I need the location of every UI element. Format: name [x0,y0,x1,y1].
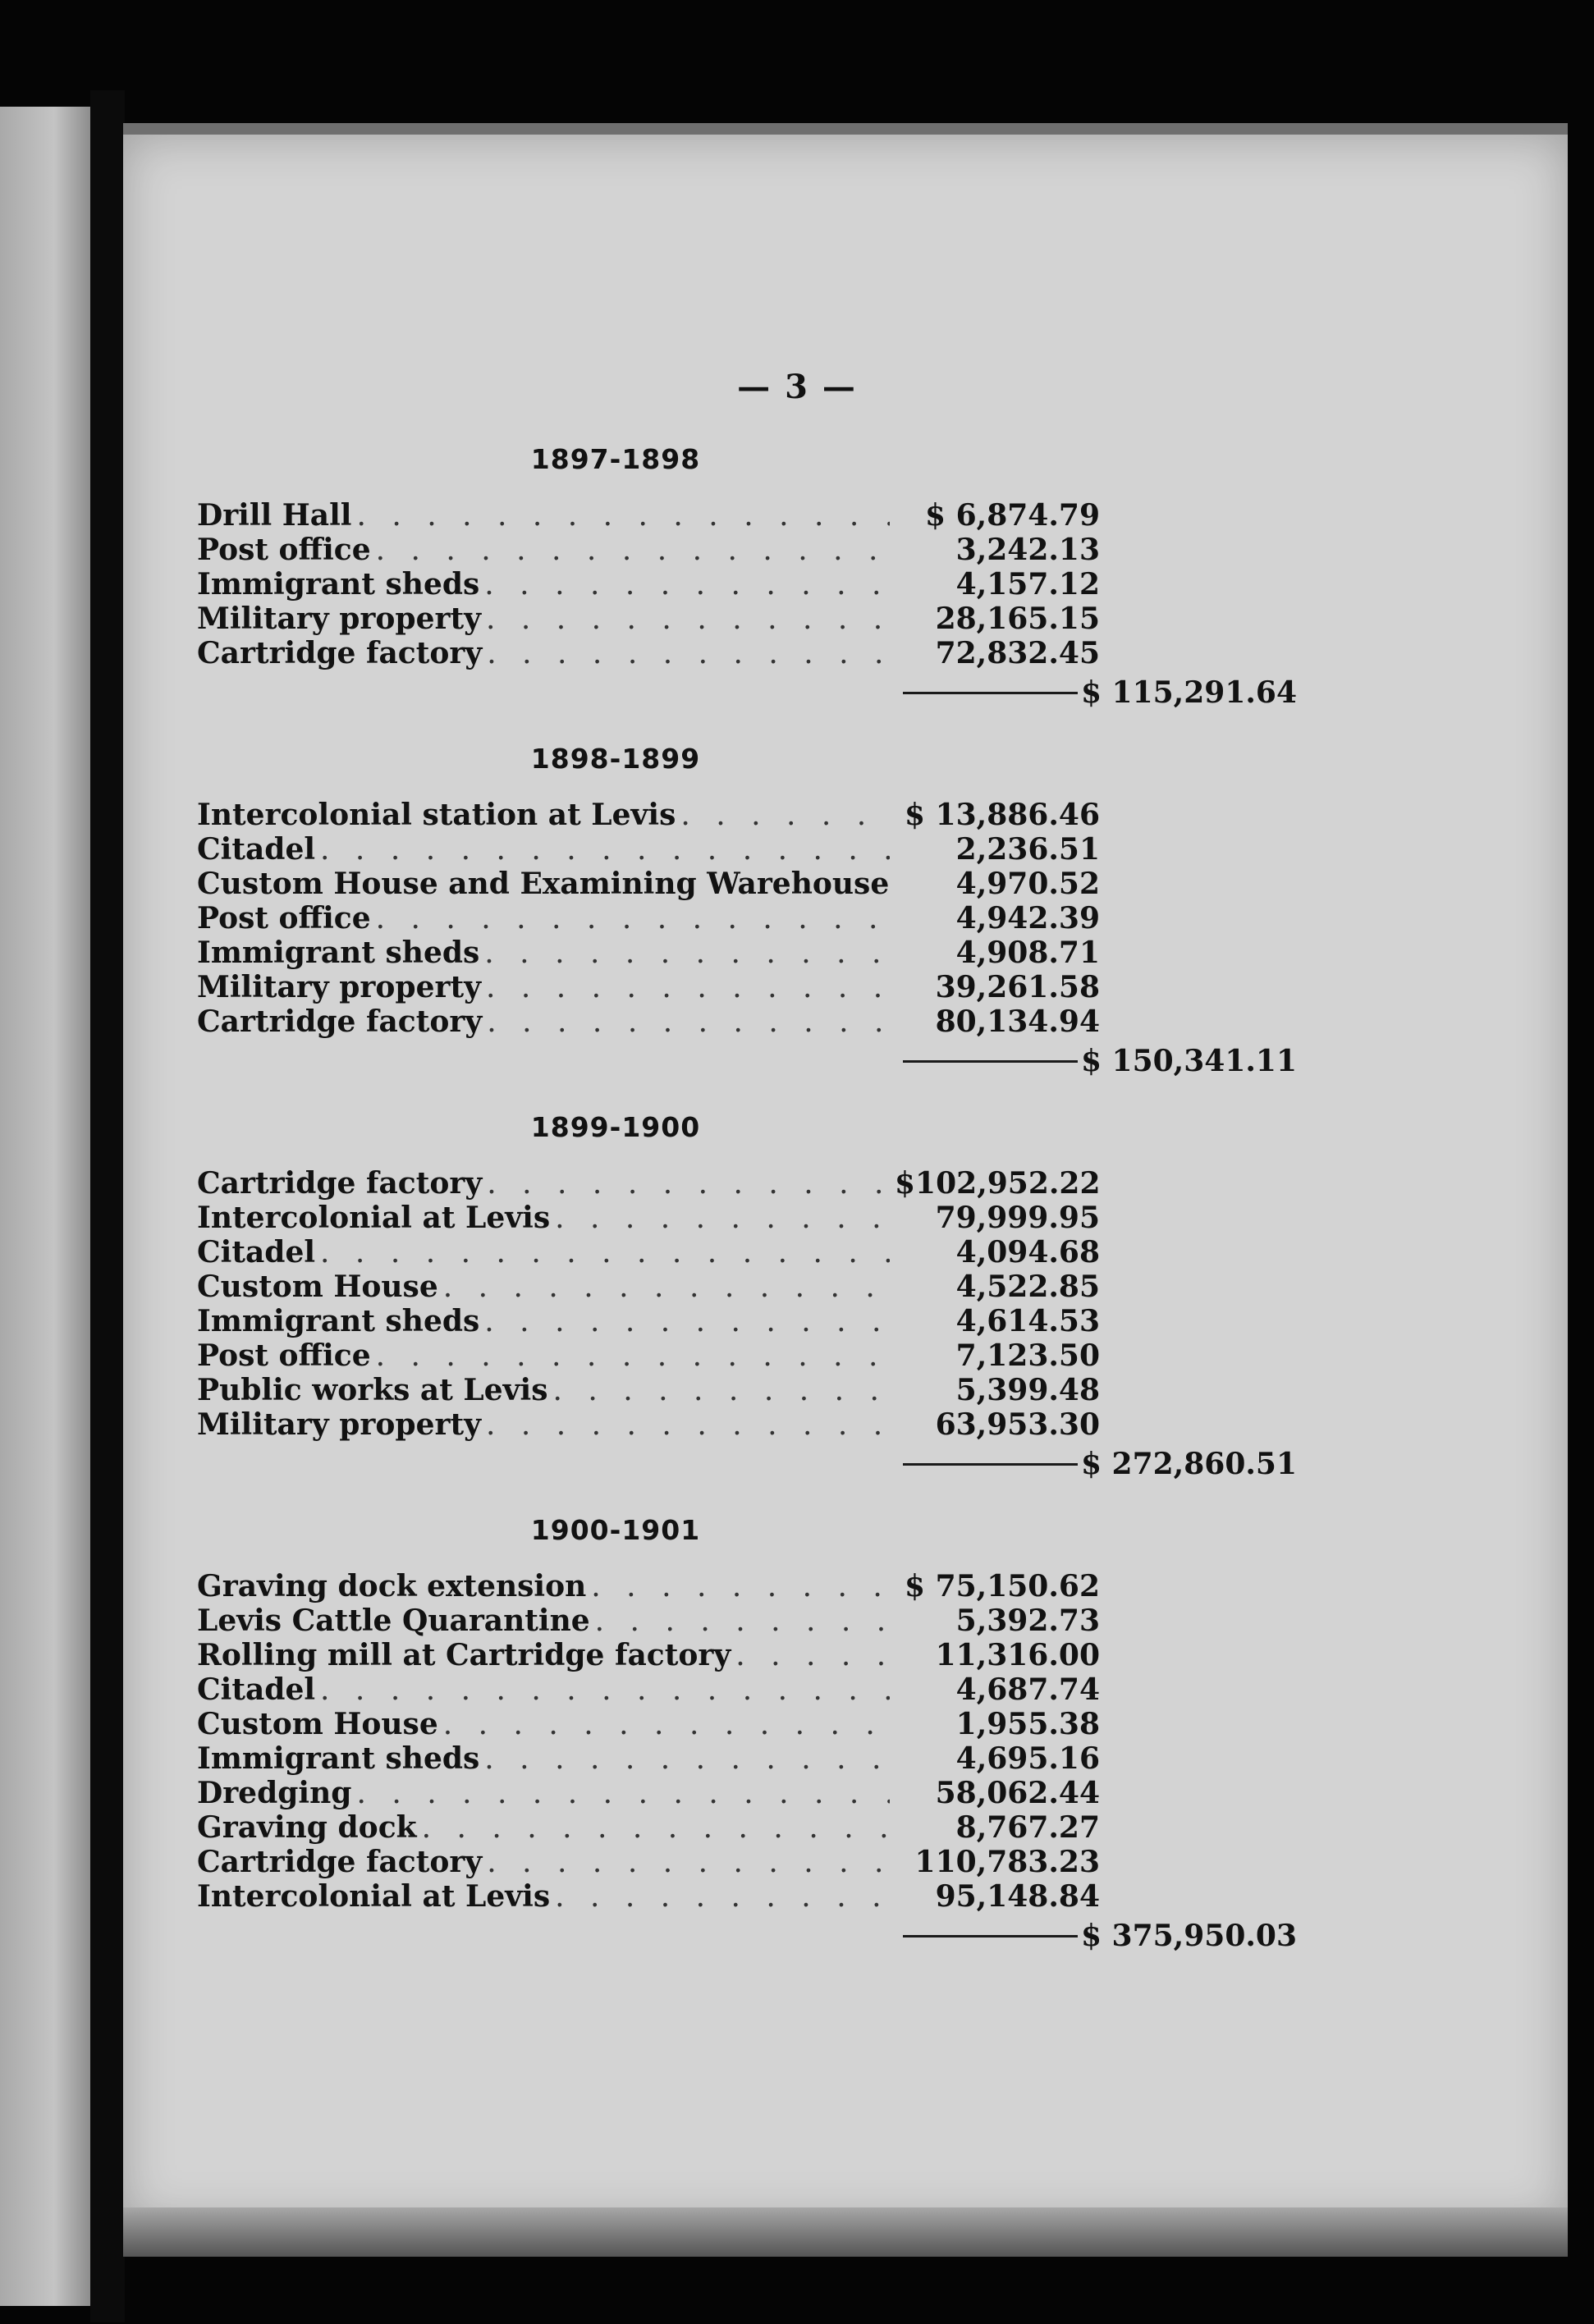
item-label: Post office [197,1338,371,1373]
list-item [197,1810,1100,1845]
dot-leader [680,798,890,833]
item-label: Citadel [197,832,316,867]
item-amount: 4,970.52 [955,867,1100,901]
item-label: Intercolonial at Levis [197,1879,551,1914]
dot-leader [484,1742,890,1777]
page-bottom-edge [123,2207,1568,2257]
item-amount: 63,953.30 [935,1407,1100,1442]
item-label: Immigrant sheds [197,1304,480,1338]
list-item [197,832,1100,867]
item-label: Rolling mill at Cartridge factory [197,1638,731,1672]
section-total [197,1917,1297,1955]
list-item [197,1270,1100,1304]
list-item [197,533,1100,567]
section-total [197,674,1297,711]
list-item [197,1004,1100,1039]
dot-leader [486,1408,890,1443]
item-label: Drill Hall [197,498,352,533]
list-item [197,1638,1100,1672]
year-section [197,1514,1297,1955]
list-item [197,1407,1100,1442]
list-item [197,970,1100,1004]
list-item [197,1707,1100,1741]
item-label: Cartridge factory [197,1004,483,1039]
section-total [197,1042,1297,1080]
item-list [197,1569,1100,1914]
list-item [197,936,1100,970]
item-amount: 5,399.48 [955,1373,1100,1407]
total-rule [903,1935,1078,1937]
item-amount: 4,522.85 [955,1270,1100,1304]
item-amount: 4,687.74 [955,1672,1100,1707]
item-label: Levis Cattle Quarantine [197,1603,590,1638]
list-item [197,1741,1100,1776]
dot-leader [735,1639,890,1673]
list-item [197,498,1100,533]
item-amount: $102,952.22 [895,1166,1101,1201]
total-amount: $ 150,341.11 [1080,1044,1297,1078]
dot-leader [484,568,890,602]
dot-leader [591,1570,890,1604]
list-item [197,1166,1100,1201]
item-amount: 80,134.94 [935,1004,1100,1039]
list-item [197,567,1100,602]
year-heading: 1897-1898 [530,443,701,475]
dot-leader [484,1305,890,1339]
year-heading: 1900-1901 [530,1514,701,1546]
item-amount: 39,261.58 [935,970,1100,1004]
item-amount: 72,832.45 [935,636,1100,670]
item-amount: 5,392.73 [955,1603,1100,1638]
item-amount: 11,316.00 [935,1638,1100,1672]
item-label: Military property [197,602,481,636]
year-section [197,1111,1297,1483]
item-amount: 1,955.38 [955,1707,1100,1741]
dot-leader [486,602,890,637]
list-item [197,1569,1100,1603]
item-amount: 4,094.68 [955,1235,1100,1270]
total-rule [903,1060,1078,1063]
item-label: Immigrant sheds [197,936,480,970]
item-list [197,798,1100,1039]
list-item [197,1373,1100,1407]
total-amount: $ 375,950.03 [1080,1919,1297,1953]
dot-leader [376,1339,890,1374]
item-amount: 4,614.53 [955,1304,1100,1338]
list-item [197,1879,1100,1914]
dot-leader [555,1880,890,1915]
item-label: Post office [197,901,371,936]
item-label: Public works at Levis [197,1373,548,1407]
item-amount: $ 6,874.79 [925,498,1100,533]
item-label: Intercolonial station at Levis [197,798,676,832]
total-rule [903,692,1078,694]
dot-leader [555,1201,890,1236]
list-item [197,1201,1100,1235]
list-item [197,1776,1100,1810]
item-label: Immigrant sheds [197,567,480,602]
item-amount: 4,908.71 [955,936,1100,970]
dot-leader [376,902,890,936]
expenditure-listing [197,443,1297,1986]
year-section [197,743,1297,1080]
list-item [197,1304,1100,1338]
item-amount: 7,123.50 [955,1338,1100,1373]
page-number: — 3 — [737,368,857,406]
item-amount: 4,942.39 [955,901,1100,936]
total-rule [903,1463,1078,1466]
dot-leader [320,1673,890,1708]
dot-leader [356,1777,890,1811]
dot-leader [487,1846,890,1880]
dot-leader [356,499,890,533]
item-label: Citadel [197,1672,316,1707]
item-label: Immigrant sheds [197,1741,480,1776]
item-label: Custom House [197,1270,438,1304]
dot-leader [487,1005,890,1040]
total-amount: $ 272,860.51 [1080,1447,1297,1481]
item-label: Cartridge factory [197,1845,483,1879]
section-total [197,1445,1297,1483]
list-item [197,798,1100,832]
item-amount: 3,242.13 [955,533,1100,567]
item-label: Custom House [197,1707,438,1741]
adjacent-page-edge [0,107,90,2306]
list-item [197,1235,1100,1270]
dot-leader [487,637,890,671]
item-amount: 110,783.23 [914,1845,1100,1879]
dot-leader [320,1236,890,1270]
list-item [197,1845,1100,1879]
item-label: Custom House and Examining Warehouse [197,867,890,901]
dot-leader [422,1811,890,1846]
item-amount: 4,695.16 [955,1741,1100,1776]
list-item [197,867,1100,901]
dot-leader [484,936,890,971]
item-label: Graving dock extension [197,1569,587,1603]
dot-leader [486,971,890,1005]
item-amount: 58,062.44 [935,1776,1100,1810]
dot-leader [376,533,890,568]
dot-leader [553,1374,891,1408]
item-amount: 8,767.27 [955,1810,1100,1845]
item-label: Graving dock [197,1810,417,1845]
list-item [197,602,1100,636]
item-label: Cartridge factory [197,1166,483,1201]
list-item [197,1672,1100,1707]
year-heading: 1899-1900 [530,1111,701,1143]
dot-leader [595,1604,890,1639]
year-section [197,443,1297,711]
item-label: Dredging [197,1776,352,1810]
item-amount: 79,999.95 [935,1201,1100,1235]
dot-leader [320,833,890,867]
book-spine-shadow [90,90,125,2322]
item-label: Military property [197,970,481,1004]
year-heading: 1898-1899 [530,743,701,775]
item-label: Military property [197,1407,481,1442]
item-label: Post office [197,533,371,567]
total-amount: $ 115,291.64 [1080,675,1297,710]
item-label: Citadel [197,1235,316,1270]
item-list [197,1166,1100,1442]
item-amount: 2,236.51 [955,832,1100,867]
item-amount: 4,157.12 [955,567,1100,602]
item-amount: 28,165.15 [935,602,1100,636]
item-amount: $ 13,886.46 [905,798,1100,832]
item-amount: 95,148.84 [935,1879,1100,1914]
item-list [197,498,1100,670]
list-item [197,1603,1100,1638]
dot-leader [443,1270,890,1305]
list-item [197,1338,1100,1373]
item-label: Cartridge factory [197,636,483,670]
item-label: Intercolonial at Levis [197,1201,551,1235]
list-item [197,901,1100,936]
list-item [197,636,1100,670]
item-amount: $ 75,150.62 [905,1569,1100,1603]
dot-leader [443,1708,890,1742]
dot-leader [487,1167,890,1201]
